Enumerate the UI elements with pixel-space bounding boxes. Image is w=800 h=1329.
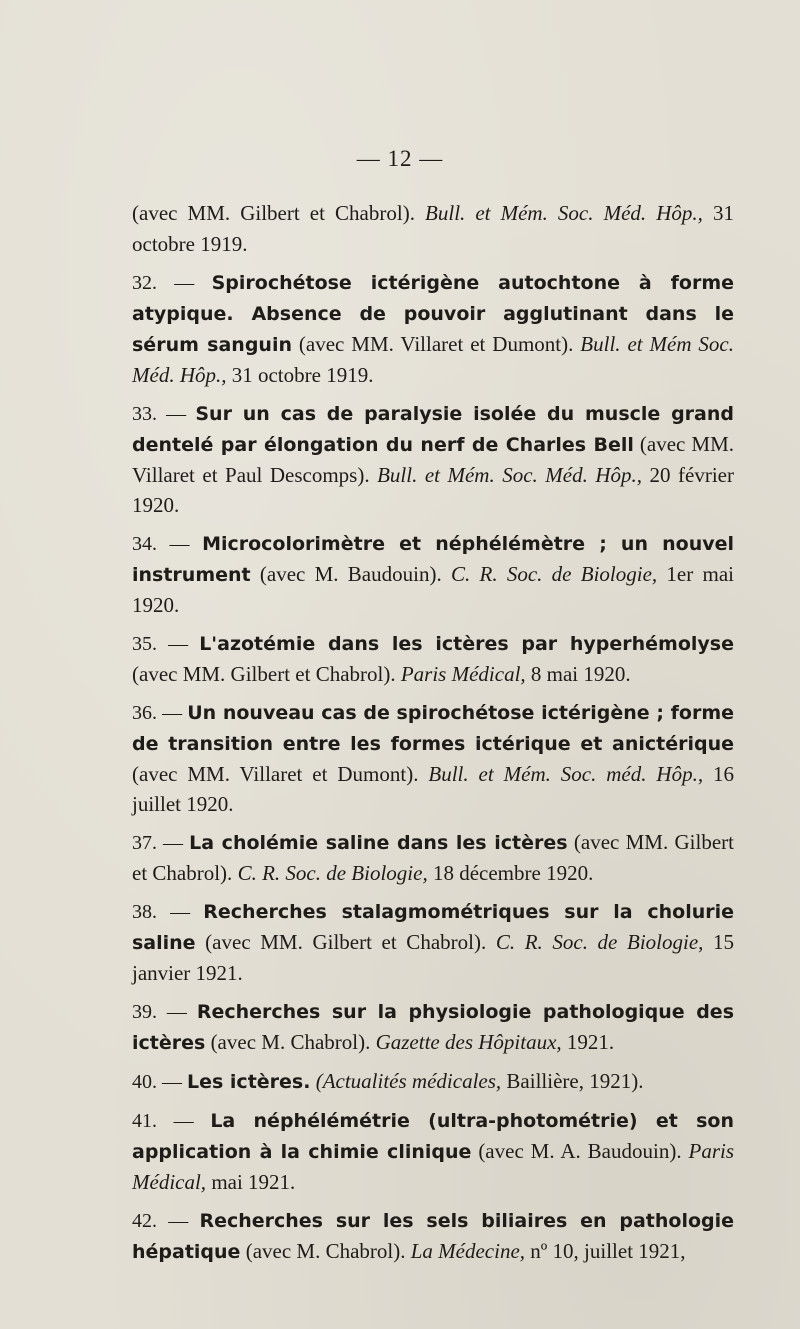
entry-date: 31 octobre 1919. [226,363,374,387]
entry-authors: (avec MM. Villaret et Dumont). [132,762,429,786]
bibliography-entry-35 [132,628,734,689]
entry-number: 37. — [132,832,190,854]
entry-number: 32. — [132,272,212,294]
entry-journal: Bull. et Mém. Soc. méd. Hôp., [428,762,704,786]
entry-title: Recherches stalagmométriques sur la cholurie saline [132,901,734,954]
entry-date: 18 décembre 1920. [427,861,594,885]
entry-journal: Paris Médical, [400,662,526,686]
entry-date: 1er mai 1920. [132,562,734,617]
entry-authors: (avec MM. Gilbert et Chabrol). [132,830,734,885]
bibliography-entry-32 [132,267,734,390]
entry-title: Spirochétose ictérigène autochtone à forme atypique. Absence de pouvoir agglutinant dans le sérum sanguin [132,272,734,356]
entry-title: Microcolorimètre et néphélémètre ; un nouvel instrument [132,533,735,586]
bibliography-entry-33 [132,398,734,520]
entry-authors: (avec MM. Gilbert et Chabrol). [132,201,426,225]
entry-authors: (avec M. Baudouin). [250,562,451,586]
entry-number: 38. — [132,901,204,923]
bibliography-entry-39 [132,996,734,1058]
bibliography-entry-41 [132,1105,734,1197]
entry-number: 36. — [132,702,188,724]
entry-number: 35. — [132,633,200,655]
entry-journal: Bull. et Mém Soc. Méd. Hôp., [132,332,735,387]
entry-date: mai 1921. [206,1170,296,1194]
bibliography-entry-42 [132,1205,734,1267]
entry-title: Recherches sur la physiologie pathologique des ictères [132,1001,735,1054]
entry-authors: (avec MM. Gilbert et Chabrol). [195,930,496,954]
bibliography-entry-37 [132,827,734,888]
entry-title: Un nouveau cas de spirochétose ictérigène ; forme de transition entre les formes ictérique et anictérique [132,702,735,755]
entry-number: 41. — [132,1110,211,1132]
entry-journal: C. R. Soc. de Biologie, [495,930,704,954]
entry-journal: Gazette des Hôpitaux, [375,1030,562,1054]
entry-date: 15 janvier 1921. [132,930,734,985]
entry-journal: C. R. Soc. de Biologie, [237,861,428,885]
entry-journal: C. R. Soc. de Biologie, [450,562,658,586]
entry-journal: Bull. et Mém. Soc. Méd. Hôp., [425,201,703,225]
entry-date: 31 octobre 1919. [132,201,734,256]
entry-title: L'azotémie dans les ictères par hyperhémolyse [199,633,734,655]
entry-authors: (avec M. Chabrol). [205,1030,376,1054]
entry-number: 34. — [132,533,203,555]
entry-number: 42. — [132,1210,200,1232]
bibliography-entry-36 [132,697,734,819]
entry-date: nº 10, juillet 1921, [525,1239,686,1263]
entry-authors: (avec MM. Gilbert et Chabrol). [132,662,401,686]
entry-date: 8 mai 1920. [525,662,631,686]
entry-journal: La Médecine, [410,1239,526,1263]
entry-title: La cholémie saline dans les ictères [189,832,568,854]
entry-date: 1921. [561,1030,615,1054]
entry-number: 33. — [132,403,196,425]
entry-title: Recherches sur les sels biliaires en pathologie hépatique [132,1210,735,1263]
entry-number: 39. — [132,1001,197,1023]
entry-date: 20 février 1920. [132,463,734,517]
entry-date: Baillière, 1921). [501,1069,644,1093]
entry-authors: (avec M. A. Baudouin). [471,1139,689,1163]
entry-date: 16 juillet 1920. [132,762,735,816]
entry-journal: Bull. et Mém. Soc. Méd. Hôp., [377,463,643,487]
entry-title: Les ictères. [187,1071,311,1093]
entry-authors: (avec M. Chabrol). [240,1239,411,1263]
bibliography-entry-continued [132,198,734,259]
bibliography-entry-38 [132,896,734,988]
entry-number: 40. — [132,1071,187,1093]
entry-journal: (Actualités médicales, [315,1069,502,1093]
entry-journal: Paris Médical, [132,1139,735,1194]
bibliography-entry-40 [132,1066,734,1097]
entry-authors: (avec MM. Villaret et Dumont). [292,332,581,356]
bibliography-entry-34 [132,528,734,620]
entry-title: Sur un cas de paralysie isolée du muscle grand dentelé par élongation du nerf de Charles Bell [132,403,735,456]
entry-title: La néphélémétrie (ultra-photométrie) et son application à la chimie clinique [132,1110,734,1163]
page-number: — 12 — [356,146,444,171]
entry-authors: (avec MM. Villaret et Paul Descomps). [132,432,734,487]
bibliography-list [132,198,734,1275]
